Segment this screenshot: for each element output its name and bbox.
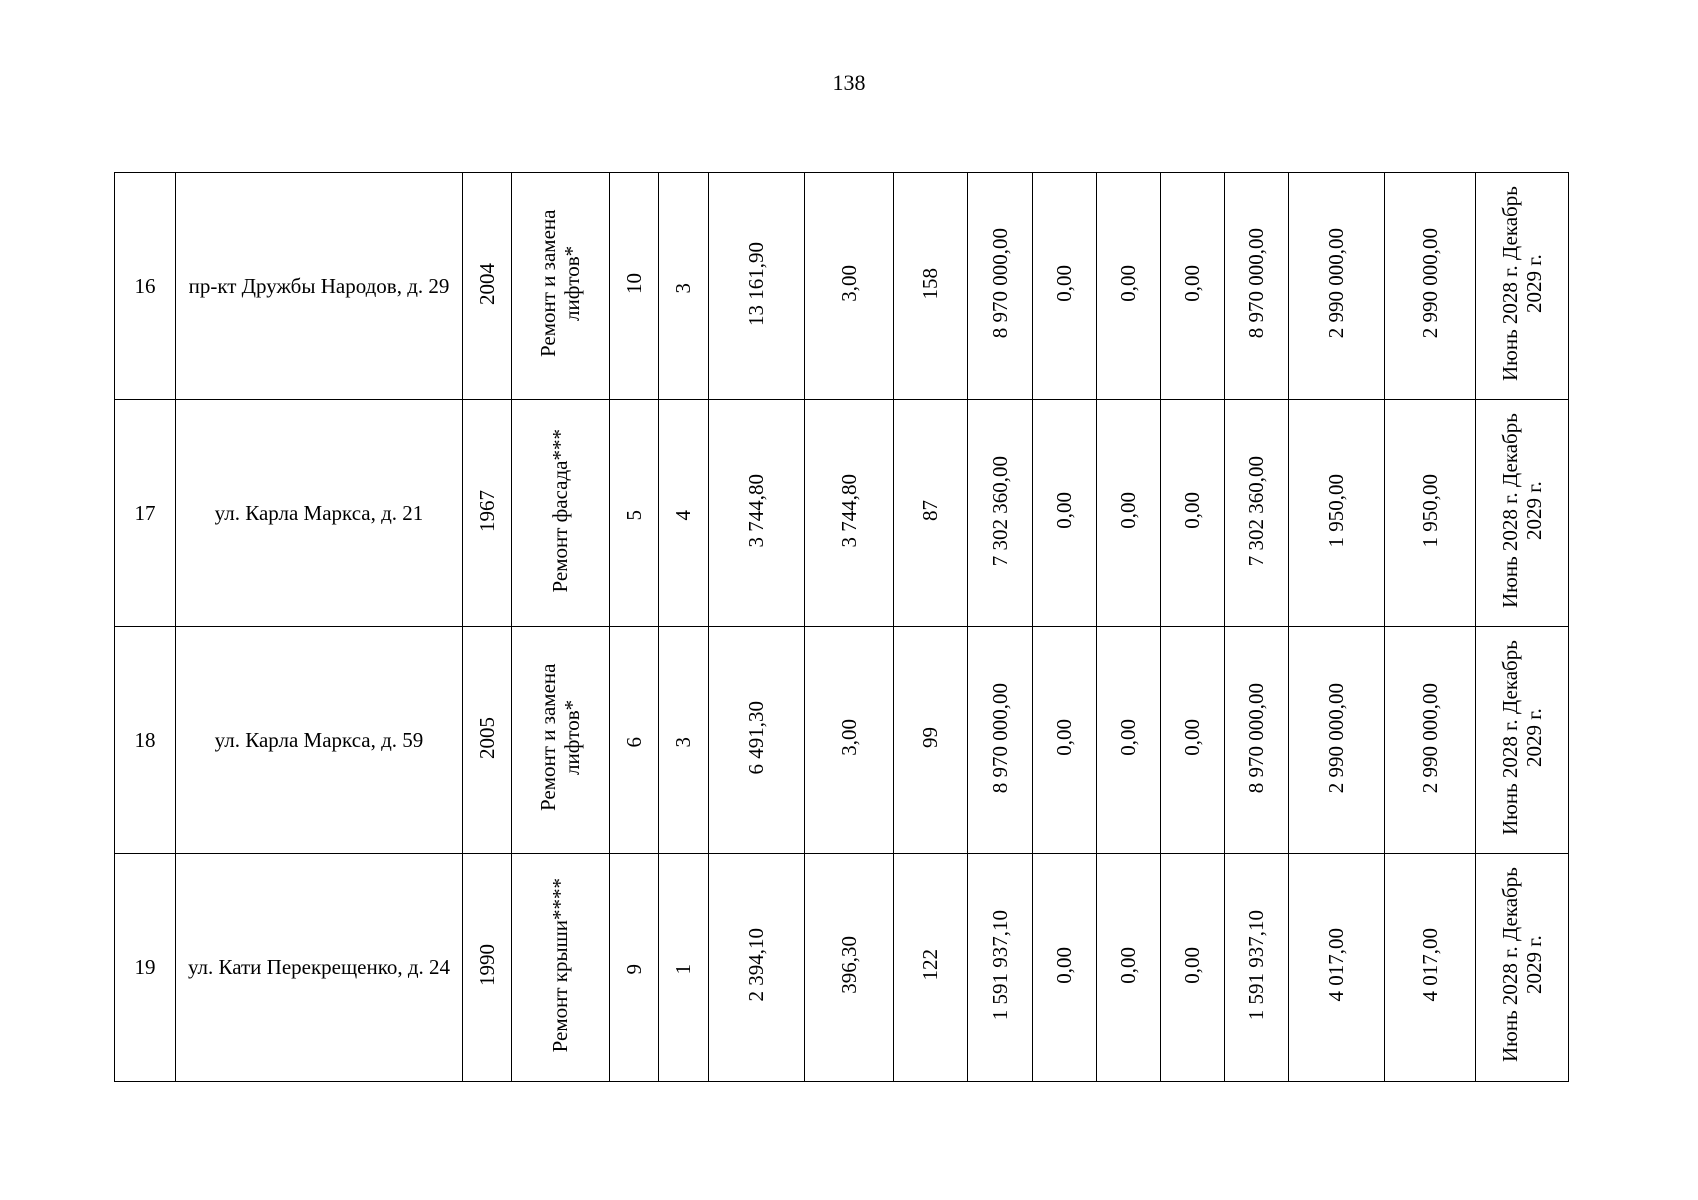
fund-regional-value: 0,00	[1116, 492, 1141, 530]
fund-regional-value: 0,00	[1116, 719, 1141, 757]
work-area-cell	[805, 173, 894, 400]
fund-local-cell	[1161, 400, 1225, 627]
entrances-cell	[659, 173, 709, 400]
period-cell	[1476, 400, 1569, 627]
total-cost-cell	[968, 400, 1033, 627]
fund-federal-value: 0,00	[1052, 719, 1077, 757]
residents-cell	[894, 627, 968, 854]
year-value: 1990	[474, 943, 499, 986]
work-area-value: 3,00	[836, 719, 861, 757]
floors-value: 10	[621, 273, 646, 294]
fund-owners-cell	[1225, 627, 1289, 854]
work-area-cell	[805, 627, 894, 854]
fund-federal-value: 0,00	[1052, 492, 1077, 530]
work-type-cell	[512, 854, 610, 1081]
unit-cost-value: 2 990 000,00	[1324, 228, 1349, 339]
work-type-value: Ремонт и замена лифтов*	[536, 209, 585, 358]
fund-owners-value: 8 970 000,00	[1244, 682, 1269, 793]
entrances-cell	[659, 400, 709, 627]
unit-cost-cell	[1289, 173, 1385, 400]
max-unit-cost-cell	[1385, 173, 1476, 400]
row-number: 19	[115, 854, 176, 1081]
floors-value: 9	[621, 963, 646, 975]
address-cell: ул. Кати Перекрещенко, д. 24	[176, 854, 463, 1081]
table-row	[115, 173, 1569, 400]
period-cell	[1476, 173, 1569, 400]
year-cell	[463, 173, 512, 400]
total-area-value: 3 744,80	[744, 473, 769, 548]
total-area-cell	[709, 627, 805, 854]
total-area-cell	[709, 400, 805, 627]
fund-federal-cell	[1033, 854, 1097, 1081]
residents-value: 158	[918, 267, 943, 300]
unit-cost-cell	[1289, 627, 1385, 854]
year-value: 2005	[474, 716, 499, 759]
work-type-cell	[512, 627, 610, 854]
work-area-value: 3 744,80	[836, 473, 861, 548]
floors-cell	[610, 627, 659, 854]
fund-owners-value: 8 970 000,00	[1244, 228, 1269, 339]
fund-owners-value: 7 302 360,00	[1244, 455, 1269, 566]
total-cost-cell	[968, 173, 1033, 400]
max-unit-cost-value: 2 990 000,00	[1417, 228, 1442, 339]
floors-cell	[610, 400, 659, 627]
table-row	[115, 854, 1569, 1081]
entrances-value: 4	[671, 509, 696, 521]
fund-regional-value: 0,00	[1116, 265, 1141, 302]
period-cell	[1476, 627, 1569, 854]
work-type-value: Ремонт и замена лифтов*	[536, 664, 585, 812]
floors-cell	[610, 854, 659, 1081]
year-value: 1967	[474, 489, 499, 532]
fund-local-cell	[1161, 173, 1225, 400]
fund-local-cell	[1161, 627, 1225, 854]
total-cost-cell	[968, 627, 1033, 854]
max-unit-cost-cell	[1385, 854, 1476, 1081]
period-value: Июнь 2028 г. Декабрь 2029 г.	[1497, 640, 1546, 836]
period-value: Июнь 2028 г. Декабрь 2029 г.	[1497, 413, 1546, 609]
fund-regional-value: 0,00	[1116, 946, 1141, 984]
work-area-value: 396,30	[836, 936, 861, 994]
fund-federal-cell	[1033, 400, 1097, 627]
total-area-cell	[709, 854, 805, 1081]
work-area-value: 3,00	[836, 265, 861, 302]
max-unit-cost-value: 4 017,00	[1417, 928, 1442, 1002]
entrances-value: 3	[671, 282, 696, 293]
row-number: 16	[115, 173, 176, 400]
year-cell	[463, 400, 512, 627]
period-value: Июнь 2028 г. Декабрь 2029 г.	[1497, 186, 1546, 381]
fund-local-value: 0,00	[1180, 265, 1205, 302]
total-cost-cell	[968, 854, 1033, 1081]
year-cell	[463, 854, 512, 1081]
work-type-value: Ремонт крыши****	[548, 877, 573, 1053]
year-value: 2004	[474, 262, 499, 305]
period-value: Июнь 2028 г. Декабрь 2029 г.	[1497, 867, 1546, 1063]
floors-value: 6	[621, 736, 646, 748]
unit-cost-value: 4 017,00	[1324, 928, 1349, 1002]
entrances-cell	[659, 854, 709, 1081]
fund-federal-value: 0,00	[1052, 946, 1077, 984]
fund-owners-cell	[1225, 400, 1289, 627]
fund-local-value: 0,00	[1180, 719, 1205, 757]
max-unit-cost-value: 1 950,00	[1417, 473, 1442, 548]
address-cell: ул. Карла Маркса, д. 59	[176, 627, 463, 854]
repair-program-table	[114, 172, 1569, 1082]
unit-cost-value: 2 990 000,00	[1324, 682, 1349, 793]
residents-cell	[894, 400, 968, 627]
table-row	[115, 400, 1569, 627]
total-cost-value: 8 970 000,00	[987, 228, 1012, 339]
table-row	[115, 627, 1569, 854]
fund-local-value: 0,00	[1180, 492, 1205, 530]
residents-cell	[894, 854, 968, 1081]
fund-regional-cell	[1097, 400, 1161, 627]
total-cost-value: 8 970 000,00	[987, 682, 1012, 793]
total-area-value: 6 491,30	[744, 701, 769, 775]
residents-cell	[894, 173, 968, 400]
fund-owners-cell	[1225, 173, 1289, 400]
fund-owners-cell	[1225, 854, 1289, 1081]
total-area-cell	[709, 173, 805, 400]
unit-cost-cell	[1289, 854, 1385, 1081]
unit-cost-value: 1 950,00	[1324, 473, 1349, 548]
max-unit-cost-cell	[1385, 627, 1476, 854]
total-area-value: 13 161,90	[744, 241, 769, 326]
work-area-cell	[805, 400, 894, 627]
fund-local-value: 0,00	[1180, 946, 1205, 984]
year-cell	[463, 627, 512, 854]
fund-federal-value: 0,00	[1052, 265, 1077, 302]
fund-local-cell	[1161, 854, 1225, 1081]
total-cost-value: 7 302 360,00	[987, 455, 1012, 566]
total-area-value: 2 394,10	[744, 928, 769, 1002]
residents-value: 99	[918, 727, 943, 749]
row-number: 17	[115, 400, 176, 627]
total-cost-value: 1 591 937,10	[987, 909, 1012, 1021]
fund-owners-value: 1 591 937,10	[1244, 909, 1269, 1021]
period-cell	[1476, 854, 1569, 1081]
floors-cell	[610, 173, 659, 400]
entrances-value: 1	[671, 963, 696, 975]
unit-cost-cell	[1289, 400, 1385, 627]
fund-regional-cell	[1097, 627, 1161, 854]
residents-value: 87	[918, 500, 943, 522]
page-number: 138	[832, 70, 866, 95]
fund-regional-cell	[1097, 854, 1161, 1081]
work-area-cell	[805, 854, 894, 1081]
row-number: 18	[115, 627, 176, 854]
max-unit-cost-value: 2 990 000,00	[1417, 682, 1442, 793]
work-type-value: Ремонт фасада***	[548, 428, 573, 593]
work-type-cell	[512, 400, 610, 627]
address-cell: ул. Карла Маркса, д. 21	[176, 400, 463, 627]
floors-value: 5	[621, 509, 646, 521]
max-unit-cost-cell	[1385, 400, 1476, 627]
address-cell: пр-кт Дружбы Народов, д. 29	[176, 173, 463, 400]
fund-regional-cell	[1097, 173, 1161, 400]
entrances-cell	[659, 627, 709, 854]
fund-federal-cell	[1033, 173, 1097, 400]
work-type-cell	[512, 173, 610, 400]
residents-value: 122	[918, 949, 943, 981]
fund-federal-cell	[1033, 627, 1097, 854]
entrances-value: 3	[671, 736, 696, 748]
